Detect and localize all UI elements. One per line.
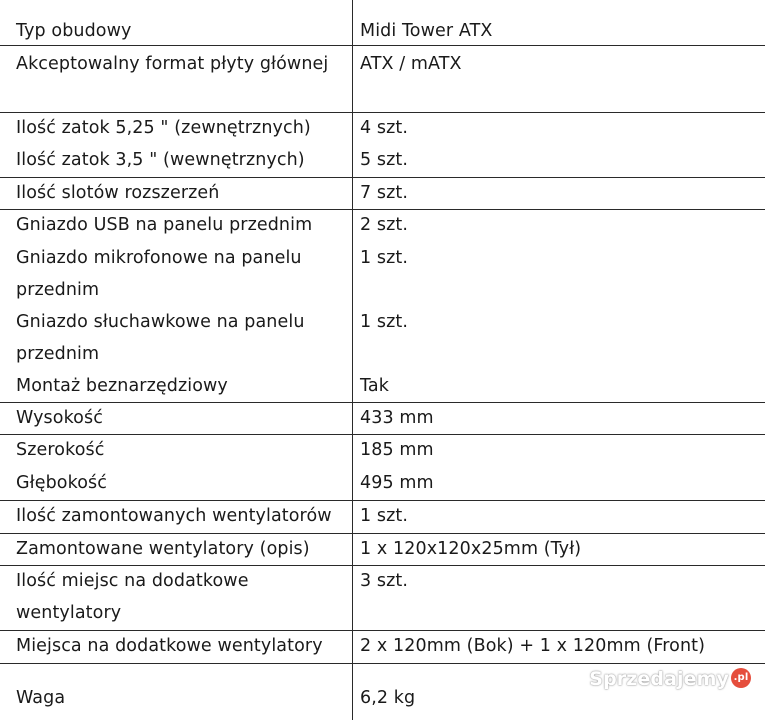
spec-label: Szerokość (16, 440, 105, 460)
spec-label: Głębokość (16, 473, 107, 493)
spec-value: 1 szt. (360, 506, 409, 526)
spec-label: Akceptowalny format płyty głównej (16, 54, 329, 74)
sprzedajemy-watermark (589, 668, 751, 690)
spec-value: 7 szt. (360, 183, 409, 203)
spec-value: 5 szt. (360, 150, 409, 170)
spec-label: Gniazdo mikrofonowe na panelu przednim (16, 248, 302, 300)
spec-value: 1 szt. (360, 312, 409, 332)
spec-label: Zamontowane wentylatory (opis) (16, 539, 310, 559)
spec-value: 4 szt. (360, 118, 409, 138)
spec-label: Ilość zatok 5,25 " (zewnętrznych) (16, 118, 311, 138)
spec-label: Wysokość (16, 408, 103, 428)
spec-value: 3 szt. (360, 571, 409, 591)
spec-label: Ilość zatok 3,5 " (wewnętrznych) (16, 150, 305, 170)
spec-label: Typ obudowy (16, 21, 132, 41)
row-divider (0, 663, 765, 664)
spec-label: Gniazdo słuchawkowe na panelu przednim (16, 312, 305, 364)
spec-label: Waga (16, 688, 66, 708)
watermark-text: Sprzedajemy (589, 668, 729, 690)
spec-value: 1 x 120x120x25mm (Tył) (360, 539, 582, 559)
spec-label: Gniazdo USB na panelu przednim (16, 215, 313, 235)
watermark-tld: .pl (731, 668, 751, 688)
spec-value: 2 szt. (360, 215, 409, 235)
spec-value: 6,2 kg (360, 688, 416, 708)
spec-value: Tak (360, 376, 389, 396)
spec-value: 185 mm (360, 440, 434, 460)
spec-label: Ilość zamontowanych wentylatorów (16, 506, 332, 526)
spec-value: 433 mm (360, 408, 434, 428)
spec-value: 495 mm (360, 473, 434, 493)
spec-value: 2 x 120mm (Bok) + 1 x 120mm (Front) (360, 636, 706, 656)
spec-value: 1 szt. (360, 248, 409, 268)
spec-label: Ilość slotów rozszerzeń (16, 183, 220, 203)
spec-value: ATX / mATX (360, 54, 462, 74)
spec-label: Miejsca na dodatkowe wentylatory (16, 636, 323, 656)
spec-value: Midi Tower ATX (360, 21, 493, 41)
spec-label: Montaż beznarzędziowy (16, 376, 228, 396)
spec-label: Ilość miejsc na dodatkowe wentylatory (16, 571, 249, 623)
